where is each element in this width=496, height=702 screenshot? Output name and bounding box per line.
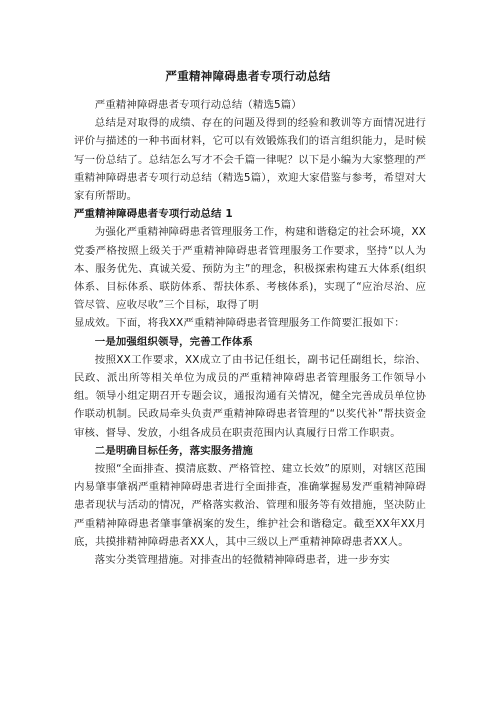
subtitle-paragraph: 严重精神障碍患者专项行动总结（精选5篇） <box>94 99 302 111</box>
document-title: 严重精神障碍患者专项行动总结 <box>165 69 331 83</box>
intro-paragraph: 总结是对取得的成绩、存在的问题及得到的经验和教训等方面情况进行评价与描述的一种书面材料，它可以有效锻炼我们的语言组织能力，是时候写一份总结了。总结怎么写才不会千篇一律呢？以下是小编为大家整理的严重精神障碍患者专项行动总结（精选5篇），欢迎大家借鉴与参考，希望对大家有所帮助。 <box>74 117 426 203</box>
section-paragraph: 为强化严重精神障碍患者管理服务工作，构建和谐稳定的社会环境，XX党委严格按照上级关于严重精神障碍患者管理服务工作要求，坚持“以人为本、服务优先、真诚关爱、预防为主”的理念，积极探索构建五大体系(组织体系、目标体系、联防体系、帮扶体系、考核体系)，实现了“应治尽治、应管尽管、应收尽收”三个目标，取得了明 <box>74 226 426 312</box>
body-paragraph: 按照“全面排查、摸清底数、严格管控、建立长效”的原则，对辖区范围内易肇事肇祸严重精神障碍患者进行全面排查，准确掌握易发严重精神障碍患者现状与活动的情况，严格落实救治、管理和服务等有效措施，坚决防止严重精神障碍患者肇事肇祸案的发生，维护社会和谐稳定。截至XX年XX月底，共摸排精神障碍患者XX人，其中三级以上严重精神障碍患者XX人。 <box>74 463 426 548</box>
subsection-heading: 二是明确目标任务，落实服务措施 <box>94 444 253 457</box>
section-heading: 严重精神障碍患者专项行动总结 1 <box>74 208 233 221</box>
subsection-heading: 一是加强组织领导，完善工作体系 <box>94 335 253 348</box>
document-body <box>74 96 426 569</box>
section-paragraph-last-line: 显成效。下面，将我XX严重精神障碍患者管理服务工作简要汇报如下： <box>74 317 405 330</box>
body-paragraph: 按照XX工作要求，XX成立了由书记任组长，副书记任副组长，综治、民政、派出所等相关单位为成员的严重精神障碍患者管理服务工作领导小组。领导小组定期召开专题会议，通报沟通有关情况，健全完善成员单位协作联动机制。民政局牵头负责严重精神障碍患者管理的“以奖代补”帮扶资金审核、督导、发放，小组各成员在职责范围内认真履行日常工作职责。 <box>74 353 426 439</box>
body-paragraph: 落实分类管理措施。对排查出的轻微精神障碍患者，进一步夯实 <box>94 554 390 567</box>
